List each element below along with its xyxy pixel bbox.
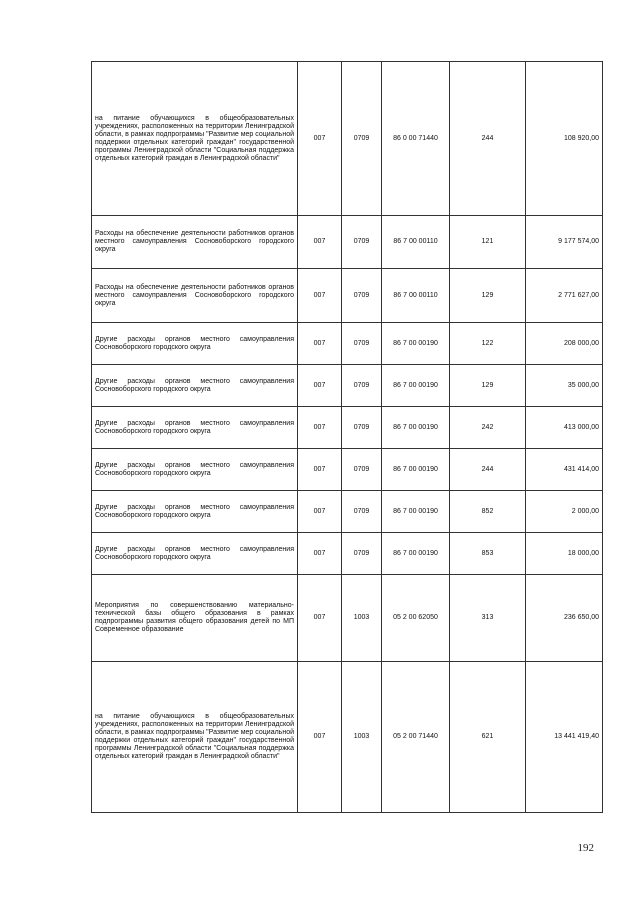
row-name: на питание обучающихся в общеобразовательных учреждениях, расположенных на территории Ленинградской области, в рамках подпрограммы "Развитие мер социальной поддержки отдельных категорий граждан" государственной программы Ленинградской области "Социальная поддержка отдельных категорий граждан в Ленинградской области" bbox=[92, 62, 298, 216]
row-grbs: 007 bbox=[298, 449, 342, 491]
row-name: Другие расходы органов местного самоуправления Сосновоборского городского округа bbox=[92, 449, 298, 491]
row-vr: 621 bbox=[450, 662, 526, 813]
row-rzpr: 1003 bbox=[342, 575, 382, 662]
row-amount: 236 650,00 bbox=[526, 575, 603, 662]
row-csr: 86 7 00 00190 bbox=[382, 365, 450, 407]
table-row bbox=[92, 407, 603, 449]
row-name: Другие расходы органов местного самоуправления Сосновоборского городского округа bbox=[92, 407, 298, 449]
row-csr: 05 2 00 71440 bbox=[382, 662, 450, 813]
row-vr: 242 bbox=[450, 407, 526, 449]
row-csr: 86 7 00 00190 bbox=[382, 491, 450, 533]
table-row bbox=[92, 269, 603, 323]
table-row bbox=[92, 449, 603, 491]
row-vr: 129 bbox=[450, 365, 526, 407]
row-name: Расходы на обеспечение деятельности работников органов местного самоуправления Сосновоборского городского округа bbox=[92, 216, 298, 269]
row-amount: 9 177 574,00 bbox=[526, 216, 603, 269]
row-amount: 431 414,00 bbox=[526, 449, 603, 491]
row-vr: 129 bbox=[450, 269, 526, 323]
row-csr: 86 7 00 00190 bbox=[382, 533, 450, 575]
row-name: Другие расходы органов местного самоуправления Сосновоборского городского округа bbox=[92, 491, 298, 533]
row-amount: 18 000,00 bbox=[526, 533, 603, 575]
row-csr: 86 7 00 00190 bbox=[382, 449, 450, 491]
row-grbs: 007 bbox=[298, 491, 342, 533]
row-grbs: 007 bbox=[298, 323, 342, 365]
row-grbs: 007 bbox=[298, 662, 342, 813]
table-row bbox=[92, 662, 603, 813]
row-vr: 244 bbox=[450, 449, 526, 491]
table-row bbox=[92, 533, 603, 575]
row-amount: 2 771 627,00 bbox=[526, 269, 603, 323]
row-rzpr: 0709 bbox=[342, 62, 382, 216]
row-csr: 05 2 00 62050 bbox=[382, 575, 450, 662]
row-grbs: 007 bbox=[298, 533, 342, 575]
row-grbs: 007 bbox=[298, 216, 342, 269]
row-name: Другие расходы органов местного самоуправления Сосновоборского городского округа bbox=[92, 365, 298, 407]
row-csr: 86 7 00 00190 bbox=[382, 323, 450, 365]
row-rzpr: 0709 bbox=[342, 269, 382, 323]
row-rzpr: 0709 bbox=[342, 491, 382, 533]
row-csr: 86 0 00 71440 bbox=[382, 62, 450, 216]
row-vr: 852 bbox=[450, 491, 526, 533]
row-name: Мероприятия по совершенствованию материально-технической базы общего образования в рамках подпрограммы развития общего образования детей по МП Современное образование bbox=[92, 575, 298, 662]
row-amount: 35 000,00 bbox=[526, 365, 603, 407]
row-rzpr: 0709 bbox=[342, 449, 382, 491]
row-name: Другие расходы органов местного самоуправления Сосновоборского городского округа bbox=[92, 323, 298, 365]
row-grbs: 007 bbox=[298, 407, 342, 449]
row-name: Другие расходы органов местного самоуправления Сосновоборского городского округа bbox=[92, 533, 298, 575]
row-vr: 122 bbox=[450, 323, 526, 365]
row-amount: 2 000,00 bbox=[526, 491, 603, 533]
row-amount: 13 441 419,40 bbox=[526, 662, 603, 813]
row-csr: 86 7 00 00110 bbox=[382, 269, 450, 323]
row-rzpr: 0709 bbox=[342, 323, 382, 365]
page-number: 192 bbox=[577, 842, 594, 854]
row-vr: 853 bbox=[450, 533, 526, 575]
table-row bbox=[92, 575, 603, 662]
table-row bbox=[92, 323, 603, 365]
row-grbs: 007 bbox=[298, 575, 342, 662]
row-name: Расходы на обеспечение деятельности работников органов местного самоуправления Сосновоборского городского округа bbox=[92, 269, 298, 323]
row-vr: 244 bbox=[450, 62, 526, 216]
row-rzpr: 0709 bbox=[342, 533, 382, 575]
row-rzpr: 0709 bbox=[342, 216, 382, 269]
row-grbs: 007 bbox=[298, 269, 342, 323]
table-row bbox=[92, 491, 603, 533]
row-grbs: 007 bbox=[298, 365, 342, 407]
row-vr: 121 bbox=[450, 216, 526, 269]
row-amount: 108 920,00 bbox=[526, 62, 603, 216]
row-rzpr: 0709 bbox=[342, 365, 382, 407]
budget-table bbox=[91, 61, 603, 813]
table-row bbox=[92, 216, 603, 269]
table-row bbox=[92, 62, 603, 216]
table-row bbox=[92, 365, 603, 407]
row-amount: 413 000,00 bbox=[526, 407, 603, 449]
row-rzpr: 0709 bbox=[342, 407, 382, 449]
row-vr: 313 bbox=[450, 575, 526, 662]
row-amount: 208 000,00 bbox=[526, 323, 603, 365]
row-rzpr: 1003 bbox=[342, 662, 382, 813]
row-grbs: 007 bbox=[298, 62, 342, 216]
row-name: на питание обучающихся в общеобразовательных учреждениях, расположенных на территории Ленинградской области, в рамках подпрограммы "Развитие мер социальной поддержки отдельных категорий граждан" государственной программы Ленинградской области "Социальная поддержка отдельных категорий граждан в Ленинградской области" bbox=[92, 662, 298, 813]
row-csr: 86 7 00 00110 bbox=[382, 216, 450, 269]
row-csr: 86 7 00 00190 bbox=[382, 407, 450, 449]
